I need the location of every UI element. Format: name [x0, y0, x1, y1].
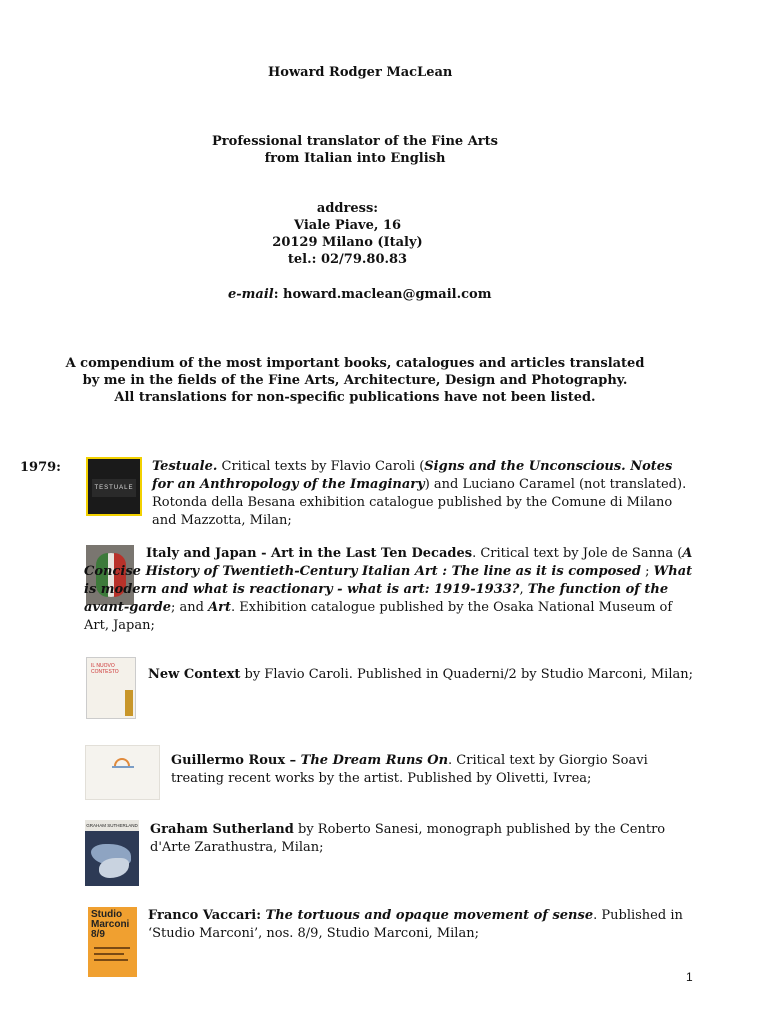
vaccari-cover-title [91, 910, 129, 940]
profession-line-2: from Italian into English [264, 151, 446, 166]
roux-cover-image [85, 745, 160, 800]
entry-title: Guillermo Roux – [171, 753, 301, 768]
entry-text: . Published in ‘Studio Marconi’, nos. 8/9, Studio Marconi, Milan; [148, 908, 683, 941]
address-tel: tel.: 02/79.80.83 [287, 252, 408, 267]
entry-text: , [519, 582, 528, 597]
entry-italic-title: The Dream Runs On [300, 753, 449, 768]
cover-text-line: Studio [91, 909, 123, 920]
new-context-cover-title: IL NUOVO CONTESTO [91, 663, 119, 675]
entry-text: by Flavio Caroli. Published in Quaderni/2 by Studio Marconi, Milan; [240, 667, 693, 682]
sutherland-cover-image [85, 820, 139, 886]
entry-text: . Critical text by Jole de Sanna ( [472, 546, 683, 561]
entry-sutherland [150, 821, 698, 857]
cover-spine-mark [125, 690, 133, 716]
profession-line-1: Professional translator of the Fine Arts [212, 134, 498, 149]
address-block [240, 200, 455, 268]
entry-italic-title: What is modern and what is reactionary - what is art: 1919-1933? [84, 564, 693, 597]
year-label: 1979: [20, 460, 61, 475]
entry-italic-title: A Concise History of Twentieth-Century Italian Art : The line as it is composed [84, 546, 693, 579]
entry-testuale [152, 458, 697, 530]
page-number: 1 [686, 970, 693, 984]
cover-rule [94, 953, 124, 955]
intro-block [60, 355, 650, 406]
entry-italic-title: Signs and the Unconscious. Notes for an Anthropology of the Imaginary [152, 459, 673, 492]
cover-horizon [112, 766, 134, 768]
entry-title: Franco Vaccari: [148, 908, 266, 923]
cover-rule [94, 947, 130, 949]
address-city: 20129 Milano (Italy) [272, 235, 423, 250]
intro-line-3: All translations for non-specific publications have not been listed. [114, 390, 596, 405]
entry-italy-japan [84, 545, 696, 635]
entry-italic-title: The function of the avant-garde [84, 582, 669, 615]
profession-block [200, 133, 510, 167]
cover-rainbow-arc [114, 758, 130, 766]
entry-text: . Exhibition catalogue published by the Osaka National Museum of Art, Japan; [84, 600, 673, 633]
entry-text: ) and Luciano Caramel (not translated). Rotonda della Besana exhibition catalogue published by the Comune di Milano and Mazzotta, Milan; [152, 477, 687, 528]
entry-title: New Context [148, 667, 241, 682]
entry-text: Critical texts by Flavio Caroli ( [217, 459, 425, 474]
intro-line-2: by me in the fields of the Fine Arts, Architecture, Design and Photography. [82, 373, 628, 388]
cover-rule [94, 959, 128, 961]
entry-text: ; and [170, 600, 209, 615]
entry-vaccari [148, 907, 696, 943]
cover-text-line: Marconi [91, 919, 130, 930]
address-label: address: [316, 201, 379, 216]
entry-new-context [148, 666, 698, 684]
email-label: e-mail [228, 287, 274, 302]
entry-roux [171, 752, 696, 788]
sutherland-cover-title: GRAHAM SUTHERLAND [85, 820, 139, 831]
intro-line-1: A compendium of the most important books, catalogues and articles translated [65, 356, 645, 371]
email-line [228, 286, 491, 303]
cover-artwork-shape [99, 858, 129, 878]
new-context-cover-image [86, 657, 136, 719]
entry-text: . Critical text by Giorgio Soavi treating recent works by the artist. Published by Olivetti, Ivrea; [171, 753, 648, 786]
entry-italic-title: Art [208, 600, 232, 615]
entry-italic-title: The tortuous and opaque movement of sense [265, 908, 594, 923]
address-street: Viale Piave, 16 [293, 218, 402, 233]
author-name: Howard Rodger MacLean [268, 65, 453, 80]
cover-text-line: 8/9 [91, 929, 105, 940]
testuale-cover-image [86, 457, 142, 516]
entry-text: by Roberto Sanesi, monograph published by the Centro d'Arte Zarathustra, Milan; [150, 822, 666, 855]
entry-title: Italy and Japan - Art in the Last Ten Decades [146, 546, 473, 561]
entry-title: Testuale. [152, 459, 218, 474]
entry-text: ; [640, 564, 654, 579]
testuale-cover-title: TESTUALE [92, 479, 136, 497]
email-value[interactable]: : howard.maclean@gmail.com [273, 287, 492, 302]
vaccari-cover-image [88, 907, 137, 977]
entry-title: Graham Sutherland [150, 822, 294, 837]
